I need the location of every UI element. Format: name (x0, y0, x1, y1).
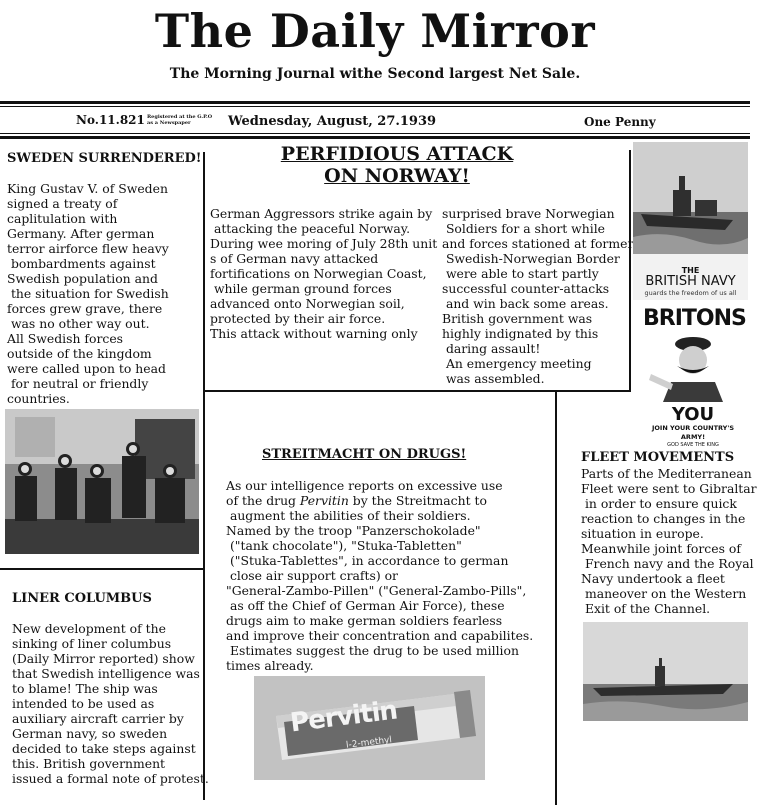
liner-body: New development of the sinking of liner columbus (Daily Mirror reported) show that Swedish intelligence was to blame! The ship was intended to be used as auxiliary aircraft carrier by German navy, so sweden decided to take steps against this. British government issued a formal note of protest. (12, 621, 209, 786)
drugs-body (226, 478, 533, 673)
carrier-illustration (583, 622, 748, 721)
top-rule-thin (0, 106, 750, 107)
registration-line: Registered at the G.P.O (147, 114, 213, 120)
drug-name: Pervitin (299, 493, 349, 508)
divider-norway-bottom (203, 390, 631, 392)
divider-mid-right (555, 392, 557, 805)
issue-rule-thick (0, 136, 750, 139)
drugs-line2-post: by the Streitmacht to (348, 493, 487, 508)
registration-line: as a Newspaper (147, 120, 191, 126)
tube-label: Pervitin (288, 695, 399, 739)
drugs-line1: As our intelligence reports on excessive use (226, 478, 503, 493)
norway-headline-line2: ON NORWAY! (324, 165, 470, 187)
drugs-headline: STREITMACHT ON DRUGS! (262, 447, 467, 462)
sweden-signing-photo (5, 409, 199, 554)
fleet-headline: FLEET MOVEMENTS (581, 450, 735, 465)
fleet-body: Parts of the Mediterranean Fleet were sent to Gibraltar in order to ensure quick reaction to changes in the situation in europe. Meanwhile joint forces of French navy and the Royal Navy undertook a fleet maneover on the Western Exit of the Channel. (581, 466, 757, 616)
norway-headline (205, 143, 589, 187)
masthead-subtitle: The Morning Journal withe Second largest Net Sale. (169, 66, 581, 82)
drugs-line2 (226, 493, 533, 508)
pervitin-tube-photo (254, 676, 485, 780)
drugs-line2-pre: of the drug (226, 493, 300, 508)
issue-number: No.11.821 (76, 113, 145, 127)
sweden-photo-illustration (5, 409, 199, 554)
norway-body-col1: German Aggressors strike again by attacking the peaceful Norway. During wee moring of July 28th unit s of German navy attacked fortifications on Norwegian Coast, while german ground forces advanced onto Norwegian soil, protected by their air force. This attack without warning only (210, 206, 438, 341)
norway-body-col2: surprised brave Norwegian Soldiers for a short while and forces stationed at former Swedish-Norwegian Border were able to start partly successful counter-attacks and win back some areas. British government was highly indignated by this daring assault! An emergency meeting was assembled. (442, 206, 634, 386)
britons-poster (643, 304, 746, 448)
battleship-illustration (633, 142, 748, 254)
sweden-body: King Gustav V. of Sweden signed a treaty of caplitulation with Germany. After german terror airforce flew heavy bombardments against Swedish population and the situation for Swedish forces grew grave, there was no other way out. All Swedish forces outside of the kingdom were called upon to head for neutral or friendly countries. (7, 181, 169, 406)
drugs-rest: augment the abilities of their soldiers. Named by the troop "Panzerschokolade" ("tank chocolate"), "Stuka-Tabletten" ("Stuka-Tablettes", in accordance to german close air support crafts) or "General-Zambo-Pillen" ("General-Zambo-Pills", as off the Chief of German Air Force), these drugs aim to make german soldiers fearless and improve their concentration and capabilites. Estimates suggest the drug to be used million times already. (226, 508, 534, 673)
poster2-top: BRITONS (643, 306, 746, 331)
divider-sweden-bottom (0, 568, 205, 570)
norway-headline-line1: PERFIDIOUS ATTACK (280, 143, 514, 165)
registration-note (147, 114, 212, 126)
top-rule-thick (0, 101, 750, 104)
divider-left-top (203, 152, 205, 392)
poster2-you: YOU (671, 404, 715, 425)
poster1-line2: BRITISH NAVY (645, 274, 736, 289)
poster1-line3: guards the freedom of us all (644, 289, 737, 297)
poster2-join: JOIN YOUR COUNTRY'S ARMY! (651, 424, 735, 441)
sweden-headline: SWEDEN SURRENDERED! (7, 151, 202, 166)
masthead-title: The Daily Mirror (154, 4, 596, 58)
issue-date: Wednesday, August, 27.1939 (228, 114, 437, 129)
kitchener-illustration (643, 334, 743, 402)
poster2-god: GOD SAVE THE KING (667, 442, 719, 448)
issue-price: One Penny (584, 115, 656, 129)
liner-headline: LINER COLUMBUS (12, 591, 152, 606)
british-navy-poster (633, 142, 748, 300)
fleet-carrier-photo (583, 622, 748, 721)
poster1-line1: THE (681, 266, 700, 275)
tube-small-text: l-2-methyl (345, 735, 393, 751)
issue-rule-thin (0, 133, 750, 134)
